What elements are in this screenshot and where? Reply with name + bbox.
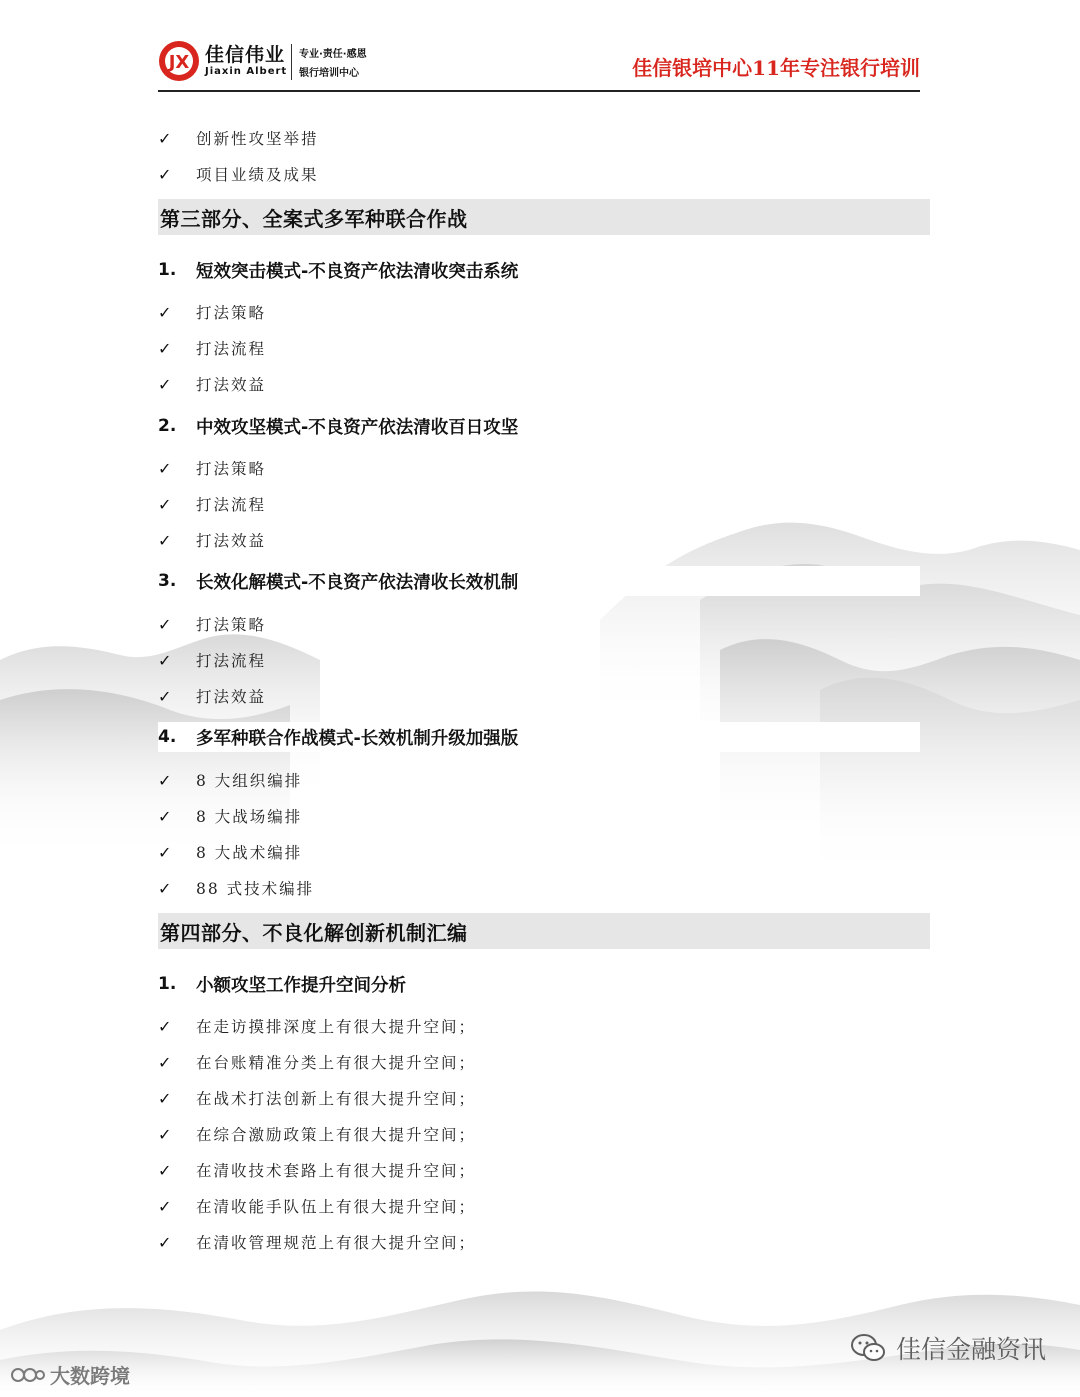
list-item bbox=[158, 334, 266, 362]
subsection-heading bbox=[158, 969, 406, 999]
check-icon: ✓ bbox=[158, 302, 172, 322]
list-item bbox=[158, 646, 266, 674]
check-icon: ✓ bbox=[158, 806, 172, 826]
list-item-text: 打法策略 bbox=[196, 616, 267, 634]
check-icon: ✓ bbox=[158, 164, 172, 184]
check-icon: ✓ bbox=[158, 1124, 172, 1144]
check-icon: ✓ bbox=[158, 1196, 172, 1216]
list-item-text: 在综合激励政策上有很大提升空间； bbox=[196, 1126, 477, 1144]
section-heading-part3 bbox=[158, 199, 930, 235]
subsection-title: 小额攻坚工作提升空间分析 bbox=[196, 975, 406, 996]
check-icon: ✓ bbox=[158, 878, 172, 898]
list-item-text: 打法流程 bbox=[196, 496, 267, 514]
list-item bbox=[158, 124, 319, 152]
list-item bbox=[158, 874, 314, 902]
subsection-heading bbox=[158, 722, 920, 752]
page-header bbox=[158, 38, 920, 92]
check-icon: ✓ bbox=[158, 1088, 172, 1108]
list-item-text: 打法策略 bbox=[196, 304, 267, 322]
list-item-text: 创新性攻坚举措 bbox=[196, 130, 319, 148]
check-icon: ✓ bbox=[158, 770, 172, 790]
brand-name-en: Jiaxin Albert bbox=[205, 66, 288, 77]
tagline-center: 银行培训中心 bbox=[299, 68, 359, 79]
list-item bbox=[158, 490, 266, 518]
list-item-text: 打法效益 bbox=[196, 532, 267, 550]
list-item bbox=[158, 610, 266, 638]
check-icon: ✓ bbox=[158, 614, 172, 634]
list-item-text: 8 大战术编排 bbox=[196, 844, 303, 862]
check-icon: ✓ bbox=[158, 1016, 172, 1036]
check-icon: ✓ bbox=[158, 650, 172, 670]
subsection-number: 3. bbox=[158, 571, 177, 591]
watermark-right-text: 佳信金融资讯 bbox=[895, 1335, 1046, 1364]
list-item bbox=[158, 802, 302, 830]
list-item bbox=[158, 298, 266, 326]
subsection-title: 长效化解模式-不良资产依法清收长效机制 bbox=[196, 572, 519, 593]
list-item bbox=[158, 1012, 476, 1040]
check-icon: ✓ bbox=[158, 530, 172, 550]
header-slogan: 佳信银培中心11年专注银行培训 bbox=[632, 56, 920, 80]
list-item-text: 打法效益 bbox=[196, 688, 267, 706]
subsection-number: 1. bbox=[158, 260, 177, 280]
section-title: 第四部分、不良化解创新机制汇编 bbox=[160, 920, 468, 945]
check-icon: ✓ bbox=[158, 458, 172, 478]
list-item bbox=[158, 1228, 476, 1256]
check-icon: ✓ bbox=[158, 842, 172, 862]
subsection-number: 2. bbox=[158, 416, 177, 436]
list-item-text: 在清收管理规范上有很大提升空间； bbox=[196, 1234, 477, 1252]
subsection-heading bbox=[158, 566, 920, 596]
watermark-left bbox=[10, 1360, 130, 1389]
weibo-like-icon bbox=[10, 1365, 46, 1385]
list-item-text: 在走访摸排深度上有很大提升空间； bbox=[196, 1018, 477, 1036]
header-divider bbox=[291, 44, 292, 80]
list-item-text: 在清收技术套路上有很大提升空间； bbox=[196, 1162, 477, 1180]
list-item bbox=[158, 160, 319, 188]
list-item bbox=[158, 526, 266, 554]
list-item-text: 88 式技术编排 bbox=[196, 880, 315, 898]
list-item-text: 在战术打法创新上有很大提升空间； bbox=[196, 1090, 477, 1108]
list-item-text: 打法流程 bbox=[196, 340, 267, 358]
check-icon: ✓ bbox=[158, 494, 172, 514]
wechat-icon bbox=[850, 1333, 886, 1363]
subsection-number: 4. bbox=[158, 727, 177, 747]
list-item-text: 项目业绩及成果 bbox=[196, 166, 319, 184]
list-item bbox=[158, 682, 266, 710]
subsection-title: 多军种联合作战模式-长效机制升级加强版 bbox=[196, 728, 519, 749]
list-item-text: 在清收能手队伍上有很大提升空间； bbox=[196, 1198, 477, 1216]
list-item bbox=[158, 1084, 476, 1112]
list-item-text: 8 大组织编排 bbox=[196, 772, 303, 790]
check-icon: ✓ bbox=[158, 1052, 172, 1072]
list-item bbox=[158, 1156, 476, 1184]
check-icon: ✓ bbox=[158, 686, 172, 706]
subsection-heading bbox=[158, 255, 518, 285]
list-item-text: 8 大战场编排 bbox=[196, 808, 303, 826]
list-item bbox=[158, 1120, 476, 1148]
list-item bbox=[158, 370, 266, 398]
list-item-text: 打法效益 bbox=[196, 376, 267, 394]
list-item-text: 在台账精准分类上有很大提升空间； bbox=[196, 1054, 477, 1072]
section-title: 第三部分、全案式多军种联合作战 bbox=[160, 206, 468, 231]
subsection-number: 1. bbox=[158, 974, 177, 994]
brand-name-cn: 佳信伟业 bbox=[205, 44, 286, 66]
watermark-right bbox=[850, 1330, 1046, 1366]
check-icon: ✓ bbox=[158, 338, 172, 358]
check-icon: ✓ bbox=[158, 1232, 172, 1252]
section-heading-part4 bbox=[158, 913, 930, 949]
list-item bbox=[158, 766, 302, 794]
list-item-text: 打法策略 bbox=[196, 460, 267, 478]
subsection-title: 中效攻坚模式-不良资产依法清收百日攻坚 bbox=[196, 417, 519, 438]
logo-text: JX bbox=[168, 52, 190, 73]
tagline-values: 专业·责任·感恩 bbox=[299, 49, 367, 60]
subsection-heading bbox=[158, 411, 518, 441]
check-icon: ✓ bbox=[158, 374, 172, 394]
check-icon: ✓ bbox=[158, 128, 172, 148]
list-item bbox=[158, 838, 302, 866]
list-item bbox=[158, 1192, 476, 1220]
jx-logo-icon bbox=[158, 40, 200, 82]
check-icon: ✓ bbox=[158, 1160, 172, 1180]
watermark-left-text: 大数跨境 bbox=[50, 1364, 130, 1388]
list-item bbox=[158, 1048, 476, 1076]
subsection-title: 短效突击模式-不良资产依法清收突击系统 bbox=[196, 261, 519, 282]
list-item bbox=[158, 454, 266, 482]
list-item-text: 打法流程 bbox=[196, 652, 267, 670]
